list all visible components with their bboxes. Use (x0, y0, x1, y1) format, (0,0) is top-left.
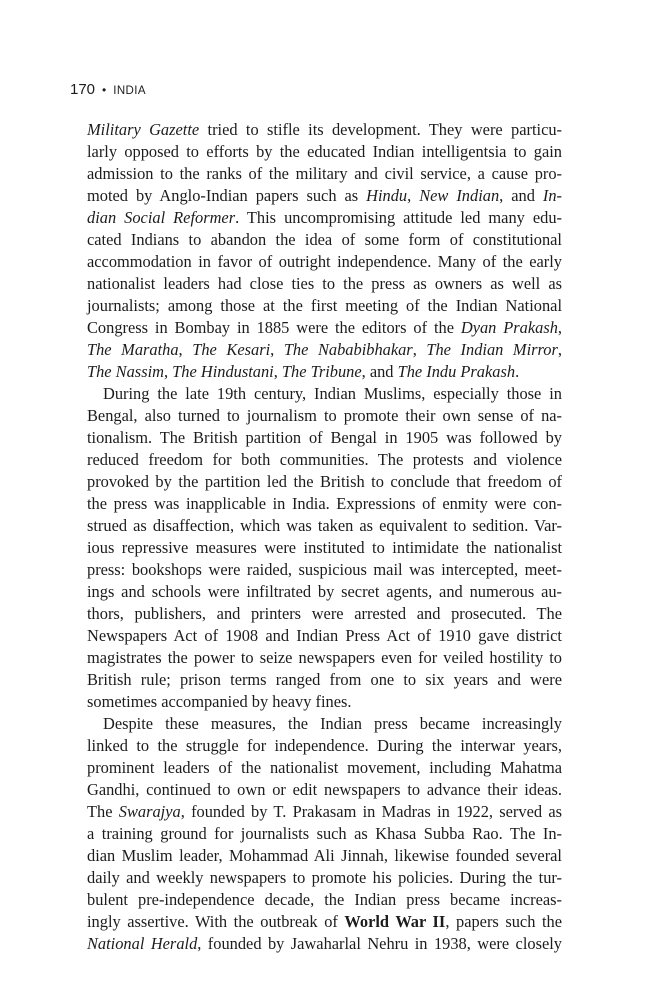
text-segment: Congress in Bombay in 1885 were the editors of the (87, 318, 461, 337)
text-line (87, 317, 562, 339)
text-segment: . This uncompromising attitude led many edu- (235, 208, 562, 227)
text-segment: magistrates the power to seize newspapers even for veiled hostility to (87, 648, 562, 667)
text-line (87, 889, 562, 911)
text-segment: tried to stifle its development. They were particu- (199, 120, 562, 139)
text-segment: strued as disaffection, which was taken as equivalent to sedition. Var- (87, 516, 562, 535)
italic-text: The Kesari (192, 340, 271, 359)
italic-text: The Indian Mirror (426, 340, 558, 359)
text-segment: tionalism. The British partition of Bengal in 1905 was followed by (87, 428, 562, 447)
text-line (87, 669, 562, 691)
text-segment: a training ground for journalists such as Khasa Subba Rao. The In- (87, 824, 562, 843)
italic-text: National Herald (87, 934, 198, 953)
running-title: INDIA (113, 85, 146, 97)
text-line (87, 845, 562, 867)
italic-text: In- (542, 186, 562, 205)
text-line (87, 515, 562, 537)
text-line (87, 449, 562, 471)
text-segment: , and (361, 362, 398, 381)
text-line (87, 559, 562, 581)
italic-text: The Hindustani (172, 362, 274, 381)
italic-text: The Nassim (87, 362, 164, 381)
text-line (87, 537, 562, 559)
italic-text: Swarajya (118, 802, 181, 821)
text-segment: . (515, 362, 520, 381)
text-segment: Newspapers Act of 1908 and Indian Press Act of 1910 gave district (87, 626, 562, 645)
text-segment: , (163, 362, 173, 381)
text-line (87, 361, 562, 383)
text-line (87, 691, 562, 713)
text-segment: Bengal, also turned to journalism to promote their own sense of na- (87, 406, 562, 425)
text-segment: , (270, 340, 284, 359)
text-segment: ingly assertive. With the outbreak of (87, 912, 345, 931)
text-segment: ious repressive measures were instituted to intimidate the nationalist (87, 538, 562, 557)
text-segment: press: bookshops were raided, suspicious mail was intercepted, meet- (87, 560, 562, 579)
text-segment: , (178, 340, 193, 359)
italic-text: The Maratha (87, 340, 179, 359)
text-line (87, 779, 562, 801)
text-segment: admission to the ranks of the military and civil service, a cause pro- (87, 164, 562, 183)
text-segment: , and (499, 186, 543, 205)
text-segment: Gandhi, continued to own or edit newspapers to advance their ideas. (87, 780, 562, 799)
text-segment: linked to the struggle for independence. During the interwar years, (87, 736, 562, 755)
text-segment: , papers such the (445, 912, 562, 931)
text-segment: , (557, 340, 562, 359)
text-line (87, 427, 562, 449)
text-line (87, 471, 562, 493)
italic-text: The Indu Prakash (397, 362, 516, 381)
text-line (87, 911, 562, 933)
text-line (87, 273, 562, 295)
text-segment: , (273, 362, 282, 381)
text-segment: provoked by the partition led the British to conclude that freedom of (87, 472, 562, 491)
text-segment: , founded by Jawaharlal Nehru in 1938, were closely (197, 934, 562, 953)
header-bullet: • (102, 83, 107, 97)
text-line (87, 493, 562, 515)
text-line (87, 713, 562, 735)
text-line (87, 119, 562, 141)
italic-text: dian Social Reformer (87, 208, 236, 227)
text-line (87, 229, 562, 251)
text-line (87, 801, 562, 823)
italic-text: New Indian (419, 186, 500, 205)
text-segment: accommodation in favor of outright independence. Many of the early (87, 252, 562, 271)
italic-text: The Tribune (281, 362, 362, 381)
text-line (87, 405, 562, 427)
text-segment: , (407, 186, 420, 205)
text-line (87, 207, 562, 229)
text-line (87, 383, 562, 405)
text-line (87, 295, 562, 317)
text-segment: British rule; prison terms ranged from one to six years and were (87, 670, 562, 689)
body-text (87, 119, 562, 955)
text-segment: larly opposed to efforts by the educated Indian intelligentsia to gain (87, 142, 562, 161)
text-segment: journalists; among those at the first meeting of the Indian National (87, 296, 562, 315)
text-segment: moted by Anglo-Indian papers such as (87, 186, 367, 205)
text-segment: sometimes accompanied by heavy fines. (87, 692, 352, 711)
text-segment: , (412, 340, 427, 359)
text-line (87, 647, 562, 669)
text-segment: prominent leaders of the nationalist movement, including Mahatma (87, 758, 562, 777)
italic-text: Military Gazette (87, 120, 200, 139)
text-segment: bulent pre-independence decade, the Indian press became increas- (87, 890, 562, 909)
text-line (87, 603, 562, 625)
text-segment: The (87, 802, 119, 821)
text-segment: nationalist leaders had close ties to the press as owners as well as (87, 274, 562, 293)
text-line (87, 757, 562, 779)
text-segment: dian Muslim leader, Mohammad Ali Jinnah, likewise founded several (87, 846, 562, 865)
text-line (87, 625, 562, 647)
italic-text: Dyan Prakash (460, 318, 558, 337)
text-line (87, 581, 562, 603)
italic-text: Hindu (366, 186, 408, 205)
text-segment: cated Indians to abandon the idea of some form of constitutional (87, 230, 562, 249)
text-line (87, 933, 562, 955)
text-line (87, 823, 562, 845)
text-segment: ings and schools were infiltrated by secret agents, and numerous au- (87, 582, 562, 601)
text-line (87, 185, 562, 207)
text-segment: reduced freedom for both communities. The protests and violence (87, 450, 562, 469)
text-segment: During the late 19th century, Indian Muslims, especially those in (103, 384, 562, 403)
running-header (70, 79, 146, 102)
text-segment: thors, publishers, and printers were arrested and prosecuted. The (87, 604, 562, 623)
text-line (87, 339, 562, 361)
text-segment: the press was inapplicable in India. Expressions of enmity were con- (87, 494, 562, 513)
text-segment: , founded by T. Prakasam in Madras in 1922, served as (180, 802, 562, 821)
page-number: 170 (70, 81, 96, 98)
text-line (87, 735, 562, 757)
text-line (87, 163, 562, 185)
text-line (87, 867, 562, 889)
text-line (87, 251, 562, 273)
text-line (87, 141, 562, 163)
text-segment: Despite these measures, the Indian press became increasingly (103, 714, 562, 733)
text-segment: daily and weekly newspapers to promote his policies. During the tur- (87, 868, 562, 887)
italic-text: The Nababibhakar (283, 340, 413, 359)
bold-text: World War II (344, 912, 446, 931)
text-segment: , (557, 318, 563, 337)
